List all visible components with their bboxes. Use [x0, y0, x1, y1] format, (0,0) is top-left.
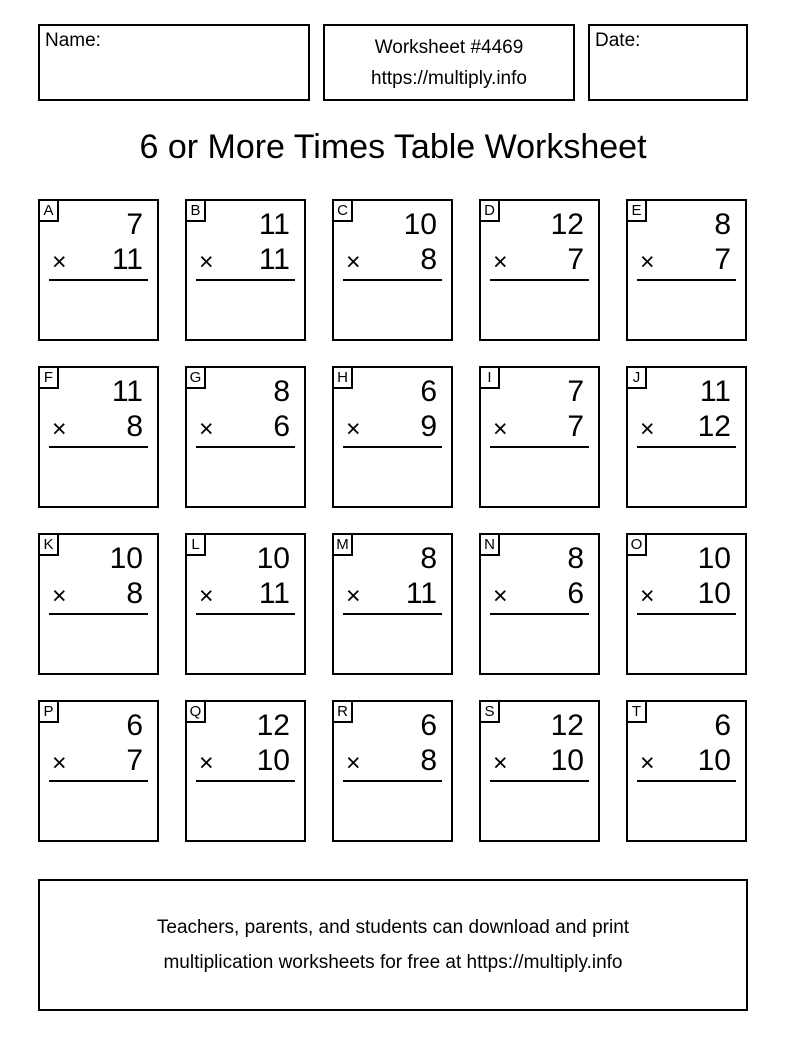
problem-label: D — [479, 199, 500, 222]
multiplicand: 11 — [699, 375, 731, 408]
problem-card-e — [626, 199, 747, 341]
multiplicand: 7 — [126, 208, 143, 241]
problem-label: B — [185, 199, 206, 222]
multiply-sign: × — [640, 749, 655, 777]
answer-line — [196, 613, 295, 615]
multiplicand: 8 — [567, 542, 584, 575]
problem-grid — [38, 199, 748, 841]
multiply-sign: × — [199, 415, 214, 443]
multiplicand: 7 — [567, 375, 584, 408]
multiplicand: 8 — [714, 208, 731, 241]
problem-label: C — [332, 199, 353, 222]
problem-label: P — [38, 700, 59, 723]
problem-label: H — [332, 366, 353, 389]
problem-card-r — [332, 700, 453, 842]
answer-line — [490, 279, 589, 281]
multiply-sign: × — [52, 248, 67, 276]
answer-line — [490, 446, 589, 448]
multiplicand: 10 — [109, 542, 143, 575]
worksheet-site-url[interactable]: https://multiply.info — [371, 68, 527, 89]
answer-line — [49, 613, 148, 615]
worksheet-info-box — [323, 24, 575, 101]
name-label: Name: — [45, 30, 101, 51]
multiply-sign: × — [52, 415, 67, 443]
page-title: 6 or More Times Table Worksheet — [139, 128, 647, 166]
problem-label: E — [626, 199, 647, 222]
answer-line — [49, 446, 148, 448]
multiplicand: 6 — [420, 709, 437, 742]
answer-line — [343, 279, 442, 281]
multiply-sign: × — [199, 582, 214, 610]
multiplier: 7 — [567, 410, 584, 443]
problem-label: L — [185, 533, 206, 556]
multiplier: 6 — [273, 410, 290, 443]
footer-box — [38, 879, 748, 1011]
answer-line — [343, 613, 442, 615]
problem-card-j — [626, 366, 747, 508]
problem-card-q — [185, 700, 306, 842]
problem-label: Q — [185, 700, 206, 723]
footer-text-line-1: Teachers, parents, and students can download and print — [156, 917, 630, 938]
multiplicand: 12 — [550, 709, 584, 742]
answer-line — [196, 446, 295, 448]
multiplier: 11 — [258, 243, 290, 276]
problem-card-t — [626, 700, 747, 842]
problem-card-o — [626, 533, 747, 675]
problem-label: O — [626, 533, 647, 556]
answer-line — [343, 446, 442, 448]
name-field[interactable] — [38, 24, 310, 101]
problem-card-d — [479, 199, 600, 341]
answer-line — [196, 780, 295, 782]
answer-line — [637, 446, 736, 448]
answer-line — [637, 279, 736, 281]
multiply-sign: × — [493, 582, 508, 610]
answer-line — [490, 613, 589, 615]
multiplier: 8 — [420, 243, 437, 276]
multiplier: 8 — [126, 577, 143, 610]
multiply-sign: × — [493, 415, 508, 443]
multiply-sign: × — [640, 582, 655, 610]
problem-card-p — [38, 700, 159, 842]
multiplier: 8 — [126, 410, 143, 443]
multiply-sign: × — [52, 582, 67, 610]
problem-card-i — [479, 366, 600, 508]
problem-label: N — [479, 533, 500, 556]
multiplier: 11 — [405, 577, 437, 610]
problem-card-g — [185, 366, 306, 508]
problem-label: G — [185, 366, 206, 389]
answer-line — [49, 279, 148, 281]
multiplicand: 10 — [697, 542, 731, 575]
multiplicand: 12 — [256, 709, 290, 742]
multiply-sign: × — [346, 582, 361, 610]
multiply-sign: × — [52, 749, 67, 777]
date-label: Date: — [595, 30, 641, 51]
problem-card-l — [185, 533, 306, 675]
problem-label: R — [332, 700, 353, 723]
multiplier: 6 — [567, 577, 584, 610]
multiplicand: 10 — [403, 208, 437, 241]
multiply-sign: × — [346, 749, 361, 777]
answer-line — [637, 780, 736, 782]
multiplier: 10 — [256, 744, 290, 777]
multiplier: 9 — [420, 410, 437, 443]
multiplicand: 11 — [111, 375, 143, 408]
multiplicand: 6 — [420, 375, 437, 408]
answer-line — [196, 279, 295, 281]
problem-card-f — [38, 366, 159, 508]
answer-line — [637, 613, 736, 615]
multiply-sign: × — [346, 248, 361, 276]
multiplier: 8 — [420, 744, 437, 777]
multiply-sign: × — [199, 749, 214, 777]
problem-label: T — [626, 700, 647, 723]
multiplicand: 8 — [420, 542, 437, 575]
problem-label: S — [479, 700, 500, 723]
problem-label: M — [332, 533, 353, 556]
problem-card-k — [38, 533, 159, 675]
problem-card-n — [479, 533, 600, 675]
problem-label: A — [38, 199, 59, 222]
footer-text-line-2: multiplication worksheets for free at https://multiply.info — [163, 952, 623, 973]
problem-card-b — [185, 199, 306, 341]
multiplicand: 8 — [273, 375, 290, 408]
multiplier: 10 — [550, 744, 584, 777]
multiplier: 7 — [567, 243, 584, 276]
answer-line — [490, 780, 589, 782]
problem-card-s — [479, 700, 600, 842]
problem-label: K — [38, 533, 59, 556]
multiplicand: 12 — [550, 208, 584, 241]
multiplier: 7 — [714, 243, 731, 276]
answer-line — [49, 780, 148, 782]
multiplier: 7 — [126, 744, 143, 777]
worksheet-number: Worksheet #4469 — [374, 37, 524, 58]
problem-card-h — [332, 366, 453, 508]
problem-card-c — [332, 199, 453, 341]
multiplier: 10 — [697, 577, 731, 610]
problem-label: J — [626, 366, 647, 389]
multiplicand: 11 — [258, 208, 290, 241]
multiply-sign: × — [640, 415, 655, 443]
multiplicand: 6 — [714, 709, 731, 742]
multiplicand: 6 — [126, 709, 143, 742]
multiplier: 11 — [258, 577, 290, 610]
multiply-sign: × — [493, 248, 508, 276]
multiplier: 10 — [697, 744, 731, 777]
date-field[interactable] — [588, 24, 748, 101]
problem-card-m — [332, 533, 453, 675]
problem-card-a — [38, 199, 159, 341]
multiplier: 11 — [111, 243, 143, 276]
multiplicand: 10 — [256, 542, 290, 575]
problem-label: F — [38, 366, 59, 389]
multiply-sign: × — [346, 415, 361, 443]
answer-line — [343, 780, 442, 782]
multiply-sign: × — [493, 749, 508, 777]
problem-label: I — [479, 366, 500, 389]
multiplier: 12 — [697, 410, 731, 443]
multiply-sign: × — [199, 248, 214, 276]
multiply-sign: × — [640, 248, 655, 276]
